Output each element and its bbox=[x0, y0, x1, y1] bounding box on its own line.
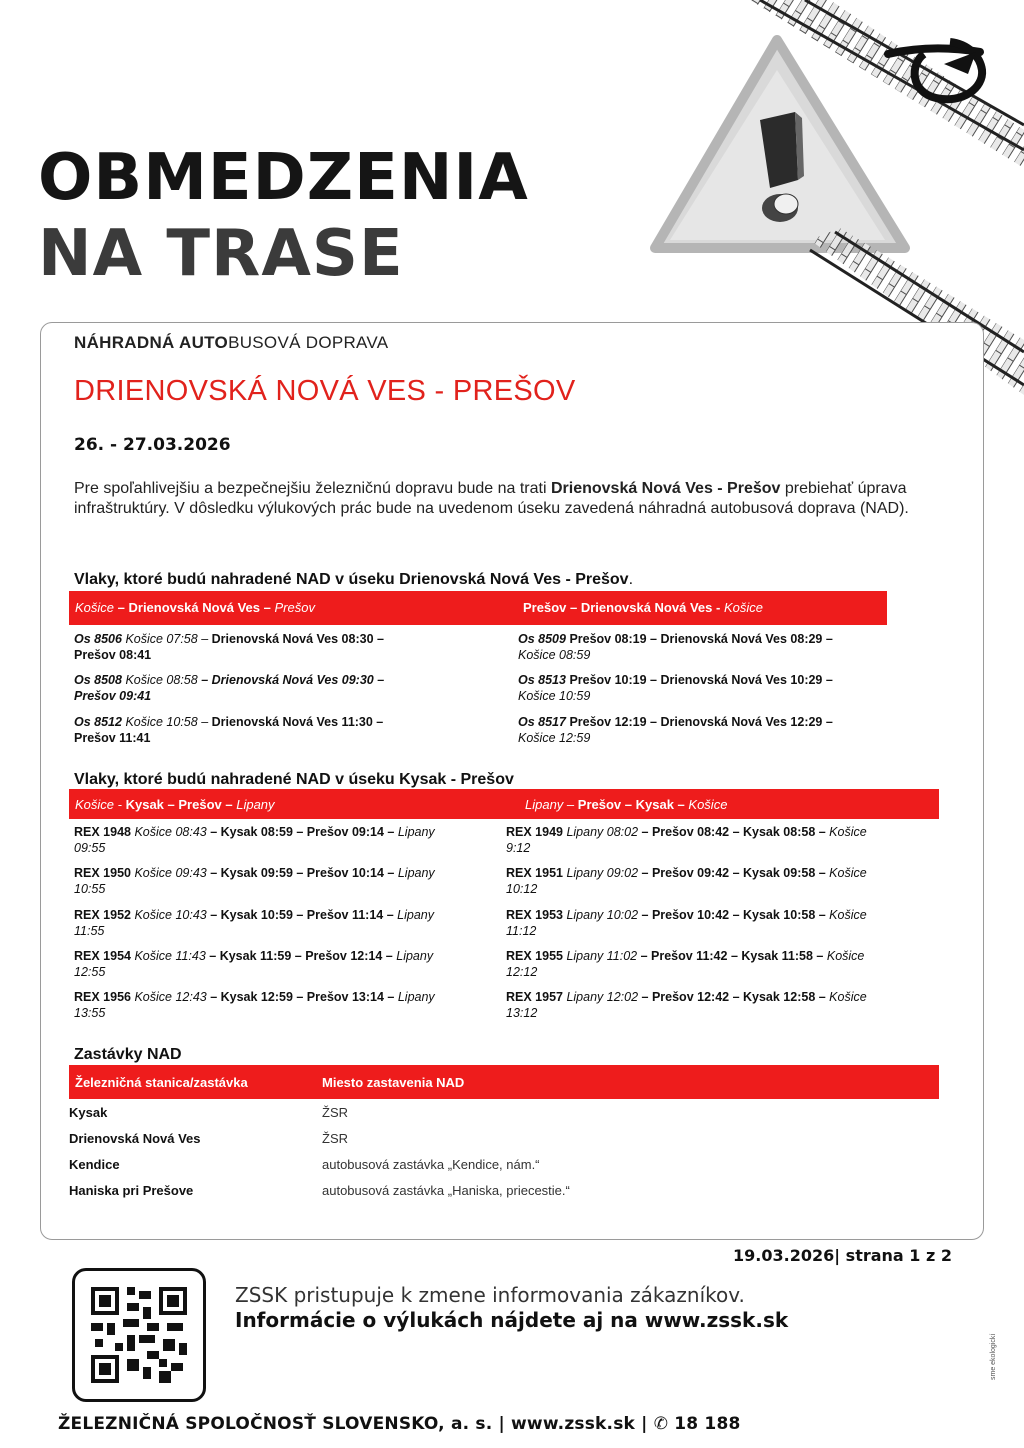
notice-kicker: NÁHRADNÁ AUTOBUSOVÁ DOPRAVA bbox=[74, 333, 389, 352]
column-header-direction-left: Košice – Drienovská Nová Ves – Prešov bbox=[75, 600, 315, 615]
page-number: 19.03.2026| strana 1 z 2 bbox=[733, 1246, 952, 1265]
column-header-direction-right: Lipany – Prešov – Kysak – Košice bbox=[525, 797, 728, 812]
qr-code-icon bbox=[91, 1287, 187, 1383]
eco-badge: sme ekologickí bbox=[990, 1333, 997, 1380]
train-entry: REX 1950 Košice 09:43 – Kysak 09:59 – Prešov 10:14 – Lipany 10:55 bbox=[74, 866, 435, 896]
zssk-logo bbox=[884, 34, 988, 106]
phone-icon: ✆ bbox=[653, 1414, 669, 1434]
section-heading-dnv-presov: Vlaky, ktoré budú nahradené NAD v úseku Drienovská Nová Ves - Prešov. bbox=[74, 571, 634, 588]
train-entry: REX 1952 Košice 10:43 – Kysak 10:59 – Prešov 11:14 – Lipany 11:55 bbox=[74, 908, 434, 938]
footer-notice: ZSSK pristupuje k zmene informovania zákazníkov. bbox=[235, 1283, 745, 1307]
train-entry: Os 8509 Prešov 08:19 – Drienovská Nová Ves 08:29 – Košice 08:59 bbox=[518, 632, 833, 662]
qr-code-frame[interactable] bbox=[72, 1268, 206, 1402]
train-entry: REX 1953 Lipany 10:02 – Prešov 10:42 – Kysak 10:58 – Košice 11:12 bbox=[506, 908, 867, 938]
train-entry: Os 8506 Košice 07:58 – Drienovská Nová Ves 08:30 – Prešov 08:41 bbox=[74, 632, 384, 662]
page-title-line2: NA TRASE bbox=[38, 217, 404, 291]
table-header-dnv-presov bbox=[69, 591, 887, 625]
train-entry: REX 1956 Košice 12:43 – Kysak 12:59 – Prešov 13:14 – Lipany 13:55 bbox=[74, 990, 435, 1020]
company-footer: ŽELEZNIČNÁ SPOLOČNOSŤ SLOVENSKO, a. s. | www.zssk.sk | ✆ 18 188 bbox=[58, 1414, 741, 1434]
train-entry: Os 8513 Prešov 10:19 – Drienovská Nová Ves 10:29 – Košice 10:59 bbox=[518, 673, 833, 703]
column-header-direction-left: Košice - Kysak – Prešov – Lipany bbox=[75, 797, 275, 812]
section-heading-kysak-presov: Vlaky, ktoré budú nahradené NAD v úseku Kysak - Prešov bbox=[74, 771, 514, 788]
train-entry: REX 1955 Lipany 11:02 – Prešov 11:42 – Kysak 11:58 – Košice 12:12 bbox=[506, 949, 865, 979]
train-entry: REX 1948 Košice 08:43 – Kysak 08:59 – Prešov 09:14 – Lipany 09:55 bbox=[74, 825, 435, 855]
section-heading-stops: Zastávky NAD bbox=[74, 1046, 182, 1063]
closure-date: 26. - 27.03.2026 bbox=[74, 435, 231, 455]
stops-table-header bbox=[69, 1065, 939, 1099]
train-entry: Os 8512 Košice 10:58 – Drienovská Nová Ves 11:30 – Prešov 11:41 bbox=[74, 715, 384, 745]
column-header-stop-location: Miesto zastavenia NAD bbox=[322, 1075, 465, 1090]
train-entry: REX 1957 Lipany 12:02 – Prešov 12:42 – Kysak 12:58 – Košice 13:12 bbox=[506, 990, 867, 1020]
train-entry: Os 8508 Košice 08:58 – Drienovská Nová Ves 09:30 – Prešov 09:41 bbox=[74, 673, 385, 703]
train-entry: REX 1949 Lipany 08:02 – Prešov 08:42 – Kysak 08:58 – Košice 9:12 bbox=[506, 825, 867, 855]
page-title-line1: OBMEDZENIA bbox=[38, 141, 529, 215]
train-entry: REX 1951 Lipany 09:02 – Prešov 09:42 – Kysak 09:58 – Košice 10:12 bbox=[506, 866, 867, 896]
intro-paragraph: Pre spoľahlivejšiu a bezpečnejšiu železničnú dopravu bude na trati Drienovská Nová Ves - Prešov prebiehať úprava infraštruktúry. V dôsledku výlukových prác bude na uvedenom úseku zavedená náhradná autobusová doprava (NAD). bbox=[74, 480, 909, 517]
train-entry: Os 8517 Prešov 12:19 – Drienovská Nová Ves 12:29 – Košice 12:59 bbox=[518, 715, 833, 745]
footer-website-notice: Informácie o výlukách nájdete aj na www.zssk.sk bbox=[235, 1308, 789, 1332]
notice-card: NÁHRADNÁ AUTOBUSOVÁ DOPRAVA DRIENOVSKÁ NOVÁ VES - PREŠOV 26. - 27.03.2026 Pre spoľahlivejšiu a bezpečnejšiu železničnú dopravu bude na trati Drienovská Nová Ves - Prešov prebiehať úprava infraštruktúry. V dôsledku výlukových prác bude na uvedenom úseku zavedená náhradná autobusová doprava (NAD). Vlaky, ktoré budú nahradené NAD v úseku Drienovská Nová Ves - Prešov. Košice – Drienovská Nová Ves – Prešov Prešov – Drienovská Nová Ves - Košice Os 8506 Košice 07:58 – Drienovská Nová Ves 08:30 – Prešov 08:41 Os 8508 Košice 08:58 – Drienovská Nová Ves 09:30 – Prešov 09:41 Os 8512 Košice 10:58 – Drienovská Nová Ves 11:30 – Prešov 11:41 Os 8509 Prešov 08:19 – Drienovská Nová Ves 08:29 – Košice 08:59 Os 8513 Prešov 10:19 – Drienovská Nová Ves 10:29 – Košice 10:59 Os 8517 Prešov 12:19 – Drienovská Nová Ves 12:29 – Košice 12:59 Vlaky, ktoré budú nahradené NAD v úseku Kysak - Prešov Košice - Kysak – Prešov – Lipany Lipany – Prešov – Kysak – Košice REX 1948 Košice 08:43 – Kysak 08:59 – Prešov 09:14 – Lipany 09:55 REX 1950 Košice 09:43 – Kysak 09:59 – Prešov 10:14 – Lipany 10:55 REX 1952 Košice 10:43 – Kysak 10:59 – Prešov 11:14 – Lipany 11:55 REX 1954 Košice 11:43 – Kysak 11:59 – Prešov 12:14 – Lipany 12:55 REX 1956 Košice 12:43 – Kysak 12:59 – Prešov 13:14 – Lipany 13:55 REX 1949 Lipany 08:02 – Prešov 08:42 – Kysak 08:58 – Košice 9:12 REX 1951 Lipany 09:02 – Prešov 09:42 – Kysak 09:58 – Košice 10:12 REX 1953 Lipany 10:02 – Prešov 10:42 – Kysak 10:58 – Košice 11:12 REX 1955 Lipany 11:02 – Prešov 11:42 – Kysak 11:58 – Košice 12:12 REX 1957 Lipany 12:02 – Prešov 12:42 – Kysak 12:58 – Košice 13:12 Zastávky NAD Železničná stanica/zastávka Miesto zastavenia NAD Kysak ŽSR Drienovská Nová Ves ŽSR Kendice autobusová zastávka „Kendice, nám.“ Haniska pri Prešove autobusová zastávka „Haniska, priecestie.“ bbox=[40, 322, 984, 1240]
table-header-kysak-presov bbox=[69, 789, 939, 819]
route-title: DRIENOVSKÁ NOVÁ VES - PREŠOV bbox=[74, 375, 576, 407]
column-header-station: Železničná stanica/zastávka bbox=[75, 1075, 248, 1090]
train-entry: REX 1954 Košice 11:43 – Kysak 11:59 – Prešov 12:14 – Lipany 12:55 bbox=[74, 949, 434, 979]
column-header-direction-right: Prešov – Drienovská Nová Ves - Košice bbox=[523, 600, 763, 615]
